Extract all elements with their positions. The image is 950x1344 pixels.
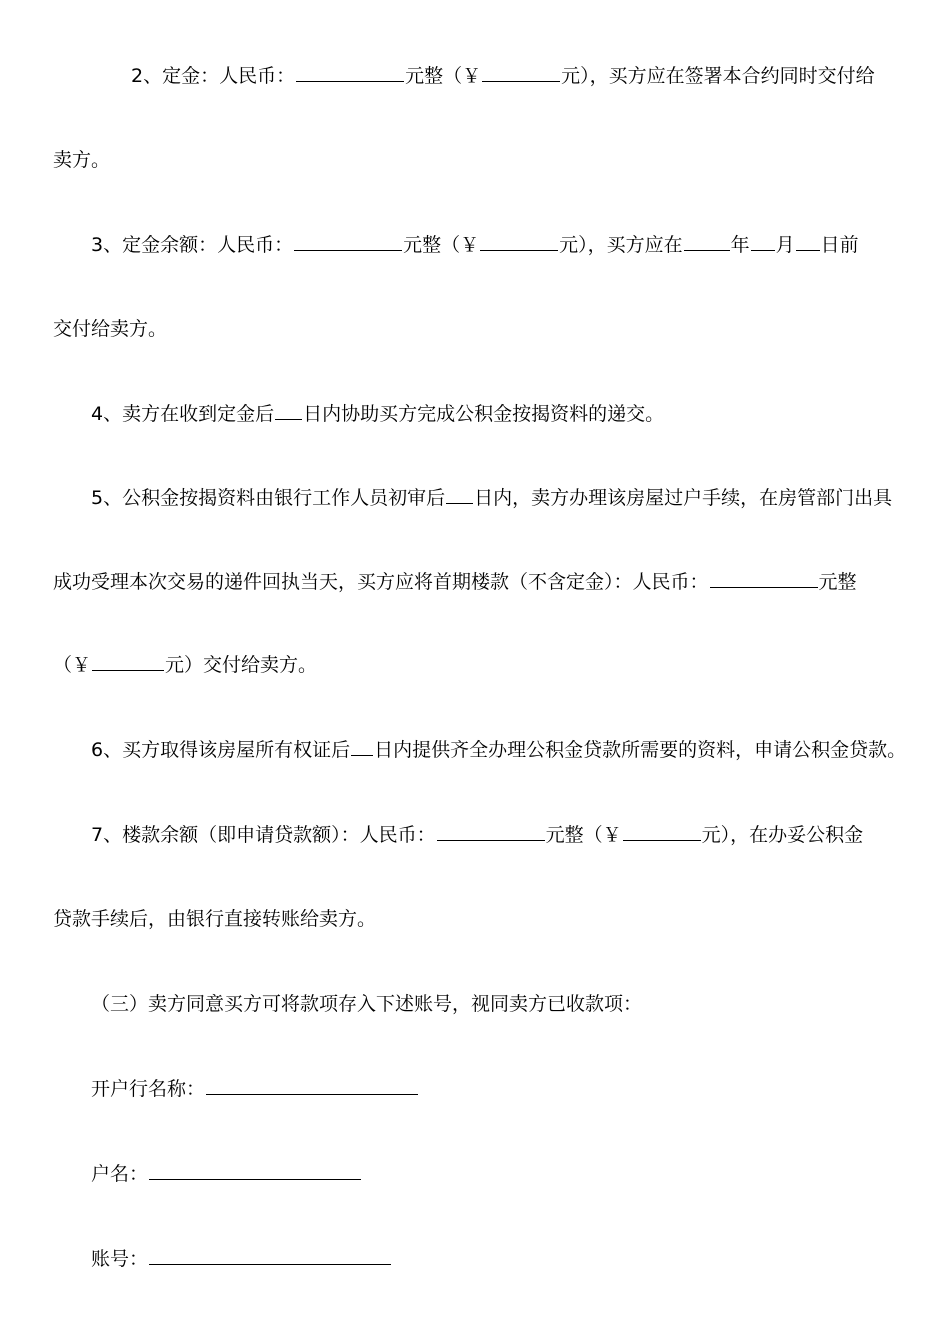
loan-figure-blank[interactable] [623,822,701,841]
clause-6-text-1: 6、买方取得该房屋所有权证后 [91,739,351,761]
clause-5-text-5: （￥ [53,654,92,676]
clause-2-text-2: 元整（￥ [405,65,482,87]
deposit-balance-day-blank[interactable] [796,232,820,251]
clause-4-days-blank[interactable] [275,401,302,420]
deposit-balance-figure-blank[interactable] [480,232,558,251]
clause-5-line-1 [91,485,892,511]
clause-5-text-4: 元整 [818,571,857,593]
account-name-blank[interactable] [149,1161,361,1180]
deposit-balance-year-blank[interactable] [684,232,730,251]
clause-5-line-3 [53,652,317,678]
clause-3-text-2: 元整（￥ [403,234,480,256]
account-number-row [91,1246,392,1272]
clause-5-text-1: 5、公积金按揭资料由银行工作人员初审后 [91,487,446,509]
deposit-balance-month-blank[interactable] [751,232,775,251]
clause-5-text-2: 日内，卖方办理该房屋过户手续，在房管部门出具 [474,487,893,509]
clause-7-text-3: 元），在办妥公积金 [701,824,864,846]
clause-3-text-7: 交付给卖方。 [53,318,168,340]
clause-7-text-1: 7、楼款余额（即申请贷款额）：人民币： [91,824,436,846]
clause-2-text-4: 卖方。 [53,149,111,171]
clause-3-text-1: 3、定金余额：人民币： [91,234,294,256]
account-name-label: 户名： [91,1163,149,1185]
clause-5-days-blank[interactable] [446,485,473,504]
section-3-heading [91,991,642,1017]
clause-6-line-1 [91,737,906,763]
clause-7-line-2 [53,906,376,932]
clause-2-line-2 [53,147,110,173]
clause-7-text-4: 贷款手续后，由银行直接转账给卖方。 [53,908,377,930]
clause-2-text-1: 2、定金：人民币： [131,65,296,87]
clause-3-text-5: 月 [775,234,795,256]
bank-name-row [91,1076,419,1102]
clause-2-line-1 [131,63,875,89]
clause-7-text-2: 元整（￥ [545,824,622,846]
clause-3-text-6: 日前 [820,234,859,256]
account-number-label: 账号： [91,1248,149,1270]
deposit-figure-blank[interactable] [482,63,560,82]
clause-3-line-1 [91,232,859,258]
account-number-blank[interactable] [149,1246,391,1265]
clause-4-text-1: 4、卖方在收到定金后 [91,403,275,425]
clause-3-text-3: 元），买方应在 [559,234,683,256]
clause-6-days-blank[interactable] [351,737,373,756]
deposit-balance-amount-blank[interactable] [294,232,402,251]
bank-name-blank[interactable] [206,1076,418,1095]
section-3-text: （三）卖方同意买方可将款项存入下述账号，视同卖方已收款项： [91,993,643,1015]
clause-2-text-3: 元），买方应在签署本合约同时交付给 [561,65,875,87]
clause-5-text-6: 元）交付给卖方。 [165,654,318,676]
clause-4-line-1 [91,401,664,427]
account-name-row [91,1161,362,1187]
clause-4-text-2: 日内协助买方完成公积金按揭资料的递交。 [303,403,665,425]
clause-7-line-1 [91,822,863,848]
clause-3-text-4: 年 [730,234,750,256]
bank-name-label: 开户行名称： [91,1078,206,1100]
clause-6-text-2: 日内提供齐全办理公积金贷款所需要的资料，申请公积金贷款。 [374,739,907,761]
clause-3-line-2 [53,316,167,342]
clause-5-text-3: 成功受理本次交易的递件回执当天，买方应将首期楼款（不含定金）：人民币： [53,571,709,593]
deposit-amount-blank[interactable] [296,63,404,82]
down-payment-figure-blank[interactable] [92,652,164,671]
loan-amount-blank[interactable] [437,822,545,841]
clause-5-line-2 [53,569,857,595]
down-payment-amount-blank[interactable] [710,569,818,588]
